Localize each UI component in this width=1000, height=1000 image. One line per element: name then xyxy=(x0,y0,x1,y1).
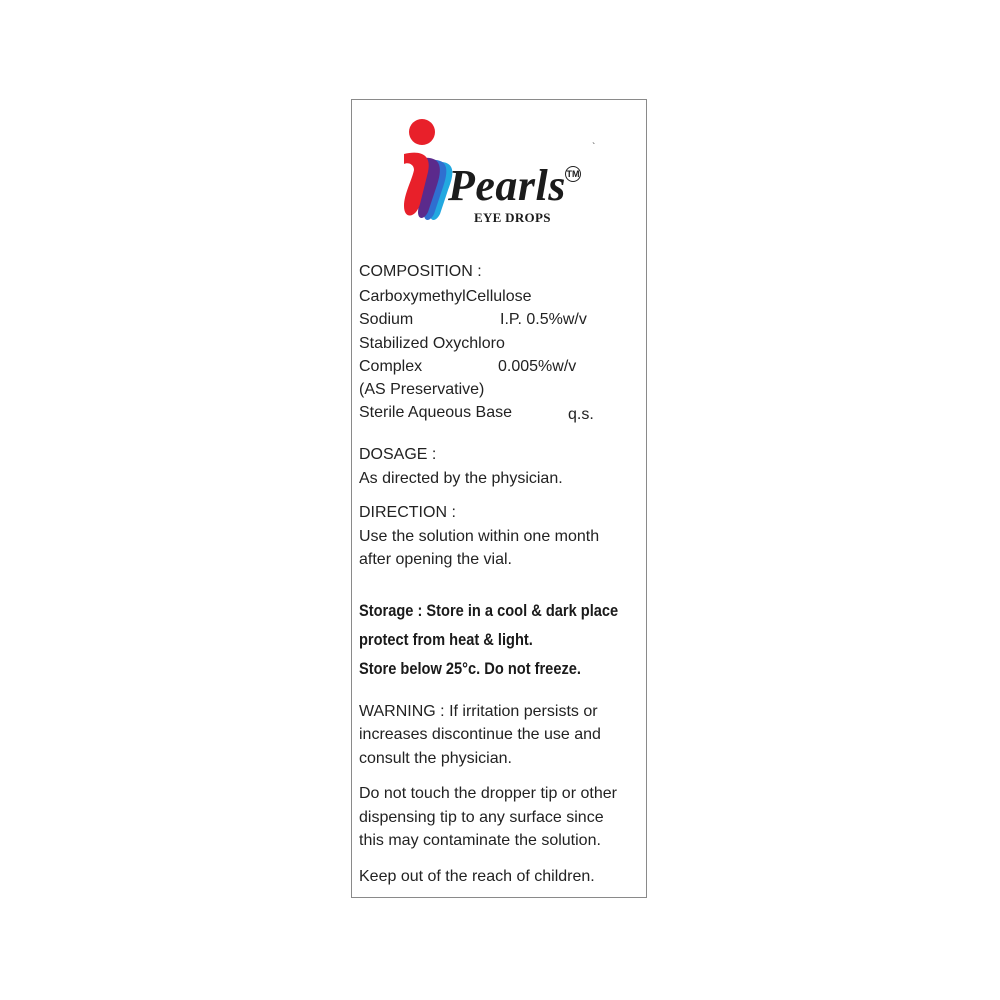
composition-value: 0.005%w/v xyxy=(498,358,577,375)
composition-line: (AS Preservative) xyxy=(359,381,485,398)
brand-subtitle: EYE DROPS xyxy=(474,210,551,225)
composition-value: q.s. xyxy=(568,406,594,423)
warning-line: consult the physician. xyxy=(359,750,512,767)
caution-line: this may contaminate the solution. xyxy=(359,832,601,849)
storage-line: Storage : Store in a cool & dark place xyxy=(359,601,619,620)
storage-line: protect from heat & light. xyxy=(359,630,533,649)
warning-line: WARNING : If irritation persists or xyxy=(359,703,598,720)
dosage-text: As directed by the physician. xyxy=(359,470,563,487)
composition-line: Sodium xyxy=(359,311,414,328)
composition-line: Sterile Aqueous Base xyxy=(359,404,512,421)
children-warning: Keep out of the reach of children. xyxy=(359,868,595,885)
stray-mark: ` xyxy=(592,142,596,153)
storage-line: Store below 25°c. Do not freeze. xyxy=(359,659,581,678)
direction-line: after opening the vial. xyxy=(359,551,512,568)
logo-red-dot xyxy=(409,119,435,145)
direction-heading: DIRECTION : xyxy=(359,504,456,521)
composition-line: CarboxymethylCellulose xyxy=(359,288,532,305)
direction-line: Use the solution within one month xyxy=(359,528,600,545)
caution-line: Do not touch the dropper tip or other xyxy=(359,785,617,802)
composition-line: Stabilized Oxychloro xyxy=(359,335,505,352)
composition-value: I.P. 0.5%w/v xyxy=(500,311,587,328)
warning-line: increases discontinue the use and xyxy=(359,726,601,743)
trademark-badge: TM xyxy=(565,166,581,182)
composition-heading: COMPOSITION : xyxy=(359,263,482,280)
brand-name: Pearls xyxy=(448,161,566,210)
dosage-heading: DOSAGE : xyxy=(359,446,437,463)
composition-line: Complex xyxy=(359,358,423,375)
caution-line: dispensing tip to any surface since xyxy=(359,809,604,826)
